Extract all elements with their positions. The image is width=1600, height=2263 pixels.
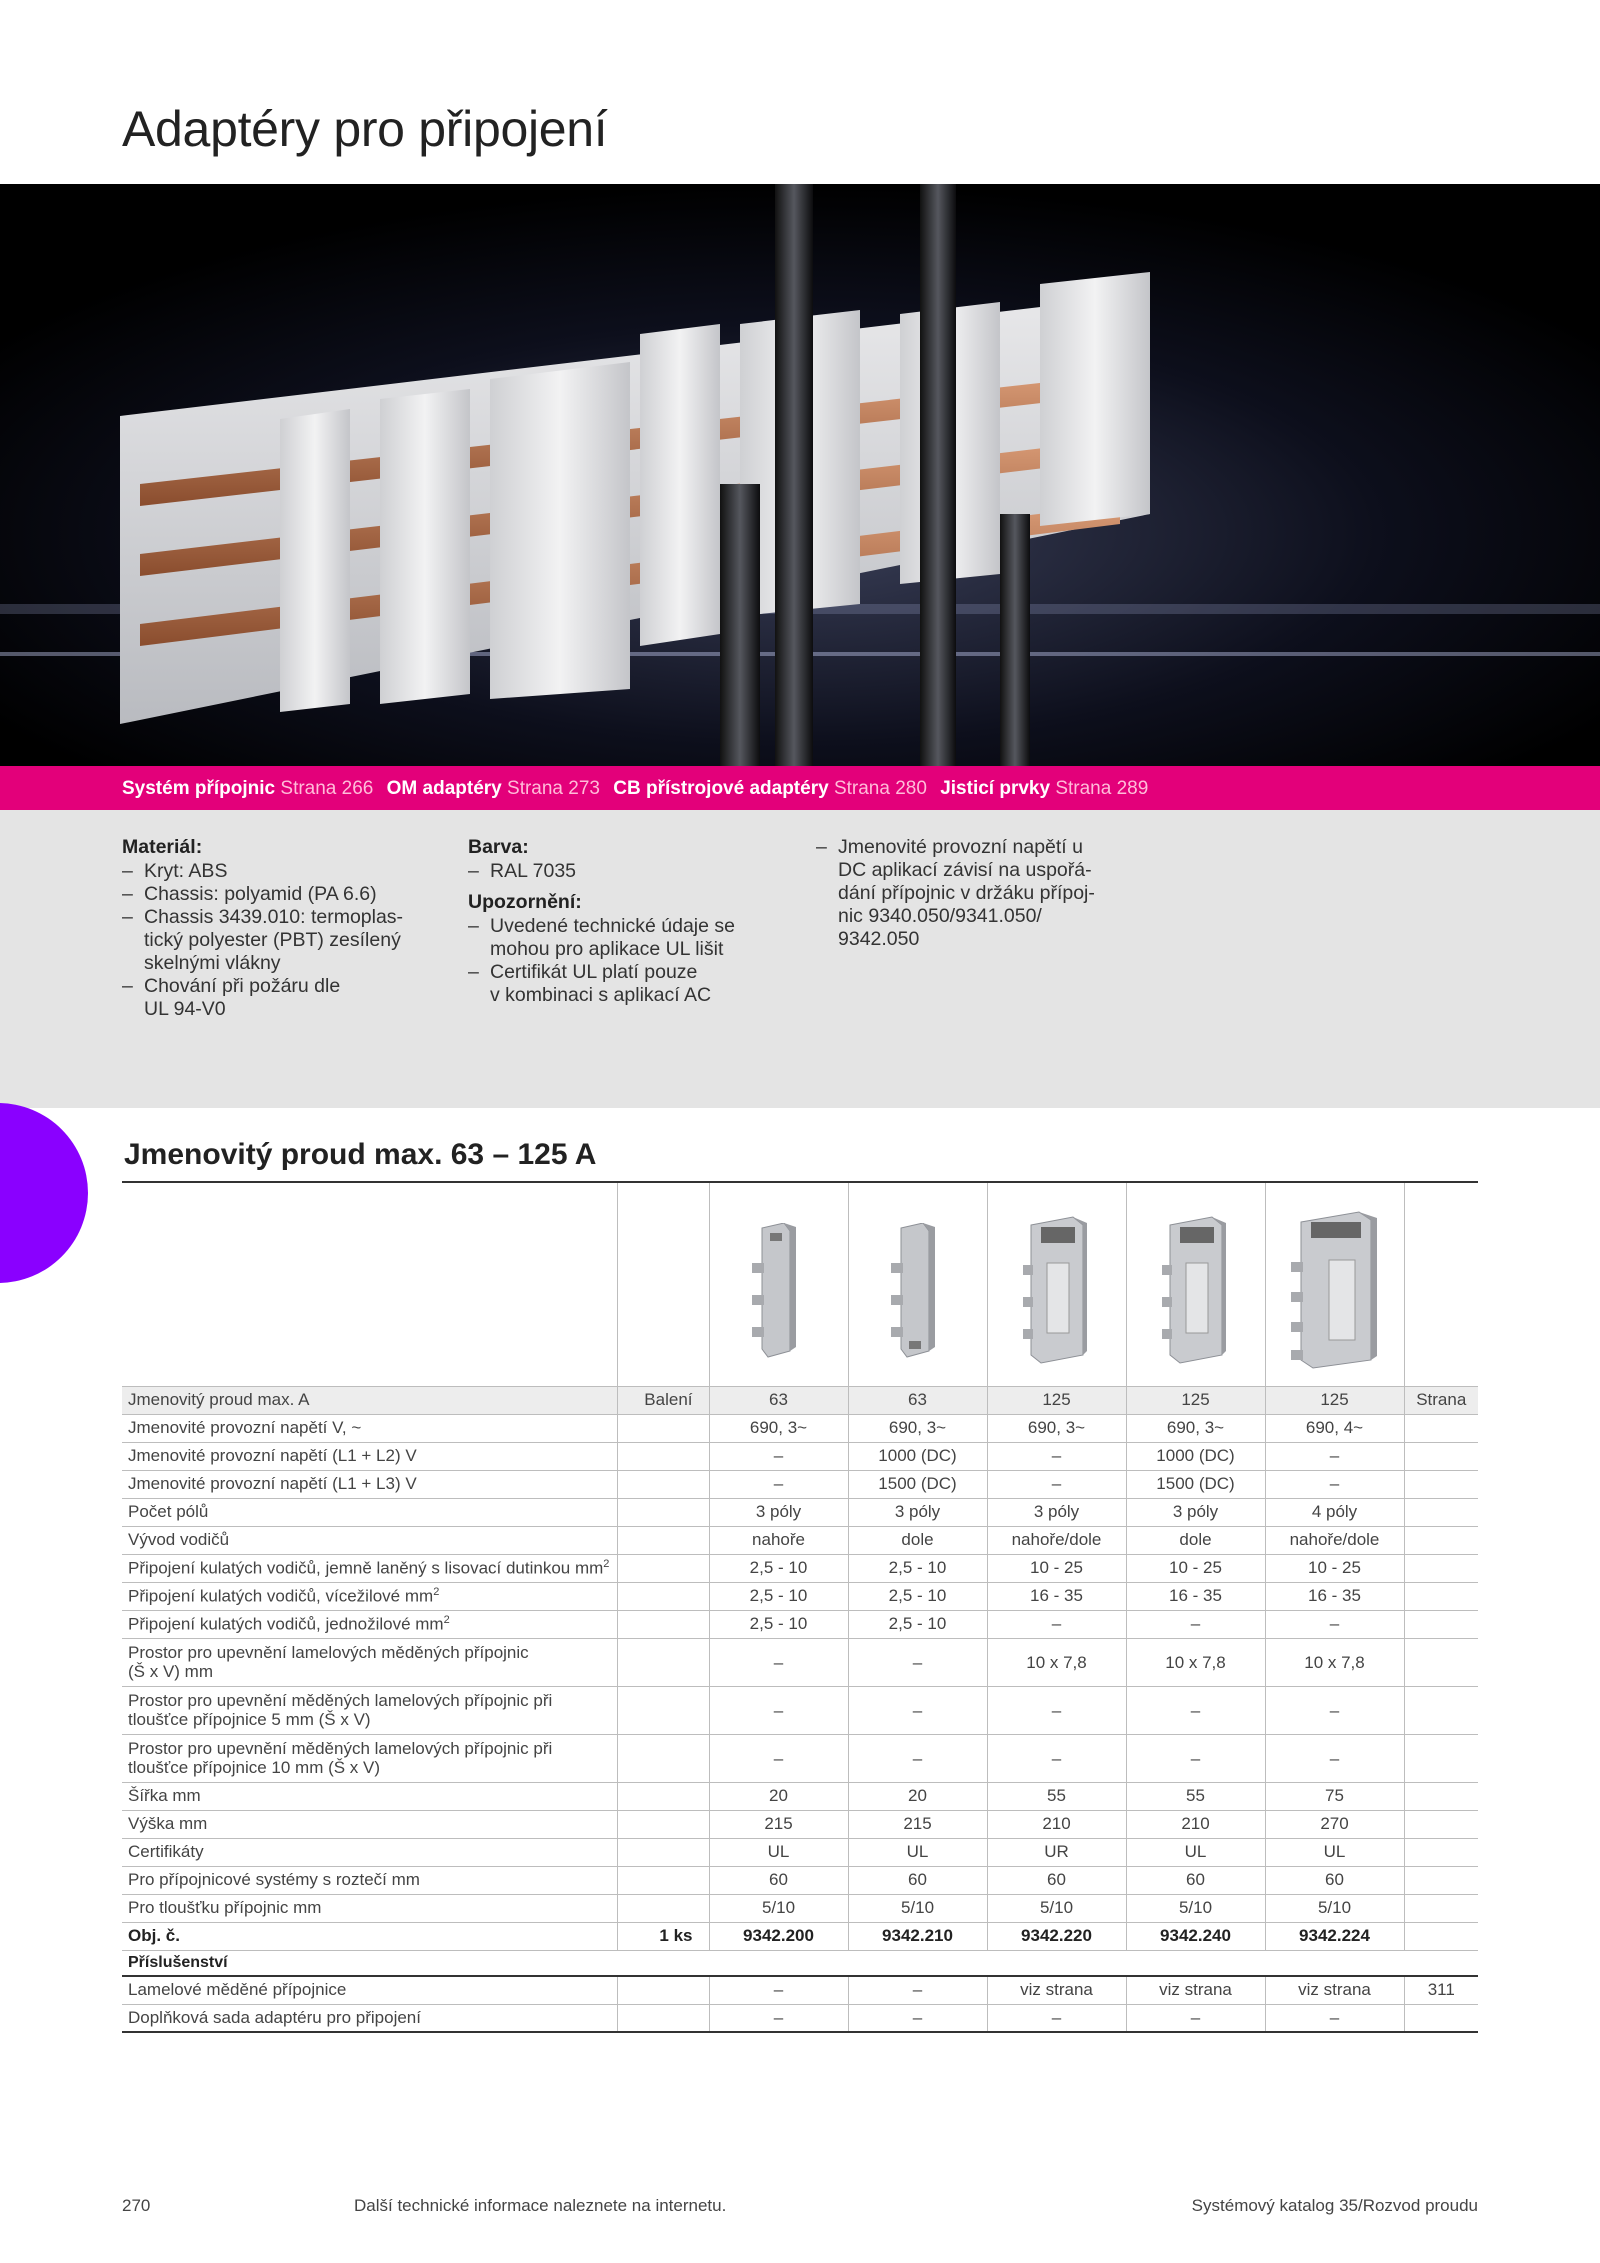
- row-label: Lamelové měděné přípojnice: [122, 1976, 617, 2004]
- pack-cell: [617, 1782, 709, 1810]
- value-cell: 1500 (DC): [848, 1470, 987, 1498]
- row-label: Připojení kulatých vodičů, jednožilové $mm^2$: [122, 1610, 617, 1638]
- value-cell: –: [709, 1470, 848, 1498]
- value-cell: UL: [1126, 1838, 1265, 1866]
- value-cell: –: [1265, 1470, 1404, 1498]
- value-cell: –: [1265, 1442, 1404, 1470]
- pack-cell: [617, 1686, 709, 1734]
- value-cell: –: [709, 1442, 848, 1470]
- product-image-cell: [987, 1183, 1126, 1386]
- value-cell: 63: [709, 1386, 848, 1414]
- value-cell: 10 - 25: [1265, 1554, 1404, 1582]
- page-ref-cell: [1404, 1498, 1478, 1526]
- page-ref-cell: 311: [1404, 1976, 1478, 2004]
- page-ref-cell: [1404, 1922, 1478, 1950]
- adapter-thumbnail: [1156, 1215, 1236, 1365]
- hero-product-photo: [0, 184, 1600, 766]
- value-cell: UL: [1265, 1838, 1404, 1866]
- color-column: [468, 836, 798, 1007]
- value-cell: 5/10: [987, 1894, 1126, 1922]
- table-row: [122, 1498, 1478, 1526]
- material-item: – Chassis: polyamid (PA 6.6): [122, 883, 442, 906]
- value-cell: 20: [848, 1782, 987, 1810]
- value-cell: 9342.220: [987, 1922, 1126, 1950]
- value-cell: 20: [709, 1782, 848, 1810]
- value-cell: –: [1265, 1610, 1404, 1638]
- material-item: – Chování při požáru dle UL 94-V0: [122, 975, 442, 1021]
- value-cell: 60: [1126, 1866, 1265, 1894]
- page-ref-cell: [1404, 2004, 1478, 2032]
- adapter-thumbnail: [744, 1223, 814, 1358]
- info-panel: [0, 810, 1600, 1108]
- accessories-header-row: [122, 1950, 1478, 1976]
- product-image-cell: [709, 1183, 848, 1386]
- value-cell: 16 - 35: [1126, 1582, 1265, 1610]
- value-cell: 10 - 25: [987, 1554, 1126, 1582]
- table-row: [122, 1922, 1478, 1950]
- notice-heading: Upozornění:: [468, 891, 582, 913]
- page-ref-cell: [1404, 1414, 1478, 1442]
- row-label: Pro přípojnicové systémy s roztečí mm: [122, 1866, 617, 1894]
- value-cell: 10 - 25: [1126, 1554, 1265, 1582]
- link-page: Strana 280: [833, 778, 927, 799]
- row-label: Jmenovité provozní napětí V, ~: [122, 1414, 617, 1442]
- value-cell: UL: [709, 1838, 848, 1866]
- row-label: Pro tloušťku přípojnic mm: [122, 1894, 617, 1922]
- row-label: Prostor pro upevnění měděných lamelových přípojnic při tloušťce přípojnice 5 mm (Š x V): [122, 1686, 617, 1734]
- value-cell: –: [1265, 2004, 1404, 2032]
- value-cell: viz strana: [1265, 1976, 1404, 2004]
- row-label: Prostor pro upevnění lamelových měděných přípojnic (Š x V) mm: [122, 1638, 617, 1686]
- pack-cell: [617, 2004, 709, 2032]
- table-row: [122, 1470, 1478, 1498]
- product-image-row: [122, 1183, 1478, 1386]
- pack-cell: [617, 1498, 709, 1526]
- value-cell: 9342.200: [709, 1922, 848, 1950]
- adapter-thumbnail: [883, 1223, 953, 1358]
- value-cell: 2,5 - 10: [709, 1610, 848, 1638]
- value-cell: 5/10: [709, 1894, 848, 1922]
- pack-cell: [617, 1610, 709, 1638]
- value-cell: 16 - 35: [1265, 1582, 1404, 1610]
- related-links-bar: [0, 766, 1600, 810]
- row-label: Doplňková sada adaptéru pro připojení: [122, 2004, 617, 2032]
- notice-item: – Certifikát UL platí pouze v kombinaci s aplikací AC: [468, 961, 798, 1007]
- value-cell: –: [1126, 1686, 1265, 1734]
- row-label: Obj. č.: [122, 1922, 617, 1950]
- link-page: Strana 289: [1055, 778, 1149, 799]
- table-row: [122, 1582, 1478, 1610]
- material-column: [122, 836, 442, 1021]
- link-page: Strana 273: [507, 778, 600, 799]
- row-label: Jmenovité provozní napětí (L1 + L2) V: [122, 1442, 617, 1470]
- value-cell: –: [1126, 1734, 1265, 1782]
- value-cell: dole: [1126, 1526, 1265, 1554]
- page-ref-cell: [1404, 1554, 1478, 1582]
- value-cell: 55: [1126, 1782, 1265, 1810]
- footer-catalog: Systémový katalog 35/Rozvod proudu: [1191, 2196, 1478, 2215]
- value-cell: nahoře: [709, 1526, 848, 1554]
- dc-note-item: – Jmenovité provozní napětí u DC aplikací závisí na uspořá- dání přípojnic v držáku přípoj- nic 9340.050/9341.050/ 9342.050: [816, 836, 1156, 951]
- table-row: [122, 1414, 1478, 1442]
- table-row: [122, 1554, 1478, 1582]
- value-cell: 2,5 - 10: [848, 1554, 987, 1582]
- color-item: – RAL 7035: [468, 860, 798, 883]
- value-cell: 5/10: [1265, 1894, 1404, 1922]
- value-cell: 16 - 35: [987, 1582, 1126, 1610]
- value-cell: –: [709, 1686, 848, 1734]
- table-row: [122, 1894, 1478, 1922]
- row-label: Jmenovitý proud max. A: [122, 1386, 617, 1414]
- value-cell: 60: [1265, 1866, 1404, 1894]
- value-cell: 10 x 7,8: [1126, 1638, 1265, 1686]
- value-cell: 9342.224: [1265, 1922, 1404, 1950]
- pack-cell: [617, 1554, 709, 1582]
- value-cell: 210: [987, 1810, 1126, 1838]
- value-cell: 2,5 - 10: [709, 1554, 848, 1582]
- value-cell: 2,5 - 10: [848, 1610, 987, 1638]
- page-ref-cell: [1404, 1686, 1478, 1734]
- product-image-cell: [1126, 1183, 1265, 1386]
- value-cell: –: [848, 1638, 987, 1686]
- accessories-title: Příslušenství: [122, 1950, 1478, 1976]
- row-label: Počet pólů: [122, 1498, 617, 1526]
- value-cell: 690, 3~: [987, 1414, 1126, 1442]
- value-cell: –: [987, 1686, 1126, 1734]
- dc-note-column: [816, 836, 1156, 951]
- value-cell: 210: [1126, 1810, 1265, 1838]
- value-cell: 60: [987, 1866, 1126, 1894]
- value-cell: –: [848, 1976, 987, 2004]
- pack-cell: [617, 1526, 709, 1554]
- table-row: [122, 1866, 1478, 1894]
- pack-cell: [617, 1976, 709, 2004]
- value-cell: 125: [1265, 1386, 1404, 1414]
- color-heading: Barva:: [468, 836, 529, 858]
- page-number: 270: [122, 2196, 151, 2215]
- value-cell: 60: [848, 1866, 987, 1894]
- product-image-cell: [1265, 1183, 1404, 1386]
- value-cell: nahoře/dole: [1265, 1526, 1404, 1554]
- value-cell: –: [709, 1638, 848, 1686]
- row-label: Certifikáty: [122, 1838, 617, 1866]
- page-title: Adaptéry pro připojení: [122, 101, 608, 157]
- value-cell: 3 póly: [709, 1498, 848, 1526]
- value-cell: UR: [987, 1838, 1126, 1866]
- material-heading: Materiál:: [122, 836, 203, 858]
- page-ref-cell: [1404, 1810, 1478, 1838]
- value-cell: –: [1265, 1734, 1404, 1782]
- pack-cell: [617, 1838, 709, 1866]
- table-row: [122, 1442, 1478, 1470]
- page-ref-cell: [1404, 1638, 1478, 1686]
- value-cell: 9342.210: [848, 1922, 987, 1950]
- value-cell: 125: [987, 1386, 1126, 1414]
- pack-cell: [617, 1894, 709, 1922]
- adapter-thumbnail: [1285, 1210, 1385, 1370]
- value-cell: 3 póly: [848, 1498, 987, 1526]
- row-label: Jmenovité provozní napětí (L1 + L3) V: [122, 1470, 617, 1498]
- value-cell: viz strana: [987, 1976, 1126, 2004]
- value-cell: dole: [848, 1526, 987, 1554]
- pack-cell: [617, 1866, 709, 1894]
- value-cell: 3 póly: [1126, 1498, 1265, 1526]
- value-cell: 5/10: [848, 1894, 987, 1922]
- value-cell: –: [987, 1470, 1126, 1498]
- value-cell: 2,5 - 10: [709, 1582, 848, 1610]
- value-cell: 9342.240: [1126, 1922, 1265, 1950]
- value-cell: –: [987, 1442, 1126, 1470]
- pack-cell: [617, 1442, 709, 1470]
- notice-item: – Uvedené technické údaje se mohou pro aplikace UL lišit: [468, 915, 798, 961]
- material-item: – Kryt: ABS: [122, 860, 442, 883]
- page-ref-cell: [1404, 1526, 1478, 1554]
- value-cell: 690, 4~: [1265, 1414, 1404, 1442]
- link-busbar-system[interactable]: Systém přípojnic: [122, 778, 276, 799]
- value-cell: 63: [848, 1386, 987, 1414]
- value-cell: 1500 (DC): [1126, 1470, 1265, 1498]
- table-row: [122, 1810, 1478, 1838]
- value-cell: 270: [1265, 1810, 1404, 1838]
- link-page: Strana 266: [280, 778, 374, 799]
- link-cb-adapters[interactable]: CB přístrojové adaptéry: [613, 778, 829, 799]
- page-ref-cell: Strana: [1404, 1386, 1478, 1414]
- pack-cell: [617, 1734, 709, 1782]
- row-label: Připojení kulatých vodičů, vícežilové $mm^2$: [122, 1582, 617, 1610]
- value-cell: –: [709, 1734, 848, 1782]
- value-cell: 690, 3~: [709, 1414, 848, 1442]
- value-cell: 4 póly: [1265, 1498, 1404, 1526]
- value-cell: 690, 3~: [848, 1414, 987, 1442]
- value-cell: UL: [848, 1838, 987, 1866]
- value-cell: –: [709, 1976, 848, 2004]
- value-cell: 5/10: [1126, 1894, 1265, 1922]
- table-row: [122, 1686, 1478, 1734]
- pack-cell: [617, 1582, 709, 1610]
- row-label: Vývod vodičů: [122, 1526, 617, 1554]
- footer-note: Další technické informace naleznete na internetu.: [354, 2196, 727, 2215]
- value-cell: 60: [709, 1866, 848, 1894]
- value-cell: 125: [1126, 1386, 1265, 1414]
- value-cell: 3 póly: [987, 1498, 1126, 1526]
- link-om-adapters[interactable]: OM adaptéry: [386, 778, 502, 799]
- value-cell: –: [848, 1734, 987, 1782]
- adapter-thumbnail: [1017, 1215, 1097, 1365]
- pack-cell: [617, 1470, 709, 1498]
- table-row: [122, 1782, 1478, 1810]
- value-cell: 215: [709, 1810, 848, 1838]
- page-ref-cell: [1404, 1866, 1478, 1894]
- accent-circle: [0, 1103, 88, 1283]
- value-cell: –: [848, 2004, 987, 2032]
- pack-cell: Balení: [617, 1386, 709, 1414]
- table-row: [122, 1386, 1478, 1414]
- value-cell: nahoře/dole: [987, 1526, 1126, 1554]
- value-cell: 10 x 7,8: [1265, 1638, 1404, 1686]
- page-ref-cell: [1404, 1470, 1478, 1498]
- value-cell: 1000 (DC): [1126, 1442, 1265, 1470]
- pack-cell: [617, 1414, 709, 1442]
- value-cell: –: [848, 1686, 987, 1734]
- row-label: Výška mm: [122, 1810, 617, 1838]
- value-cell: 215: [848, 1810, 987, 1838]
- pack-cell: 1 ks: [617, 1922, 709, 1950]
- value-cell: –: [987, 1734, 1126, 1782]
- value-cell: –: [987, 1610, 1126, 1638]
- value-cell: –: [709, 2004, 848, 2032]
- page-ref-cell: [1404, 1442, 1478, 1470]
- page-ref-cell: [1404, 1582, 1478, 1610]
- row-label: Šířka mm: [122, 1782, 617, 1810]
- page-ref-cell: [1404, 1734, 1478, 1782]
- table-row: [122, 1610, 1478, 1638]
- page-ref-cell: [1404, 1838, 1478, 1866]
- link-protection-elements[interactable]: Jisticí prvky: [940, 778, 1051, 799]
- page-ref-cell: [1404, 1610, 1478, 1638]
- value-cell: 10 x 7,8: [987, 1638, 1126, 1686]
- value-cell: –: [987, 2004, 1126, 2032]
- value-cell: 1000 (DC): [848, 1442, 987, 1470]
- table-row: [122, 1838, 1478, 1866]
- table-row: [122, 2004, 1478, 2032]
- page-ref-cell: [1404, 1894, 1478, 1922]
- value-cell: 75: [1265, 1782, 1404, 1810]
- value-cell: –: [1126, 1610, 1265, 1638]
- table-row: [122, 1734, 1478, 1782]
- table-row: [122, 1976, 1478, 2004]
- value-cell: viz strana: [1126, 1976, 1265, 2004]
- row-label: Prostor pro upevnění měděných lamelových přípojnic při tloušťce přípojnice 10 mm (Š x V): [122, 1734, 617, 1782]
- value-cell: 2,5 - 10: [848, 1582, 987, 1610]
- row-label: Připojení kulatých vodičů, jemně laněný s lisovací dutinkou $mm^2$: [122, 1554, 617, 1582]
- pack-cell: [617, 1638, 709, 1686]
- section-title: Jmenovitý proud max. 63 – 125 A: [124, 1138, 597, 1171]
- table-row: [122, 1638, 1478, 1686]
- page-ref-cell: [1404, 1782, 1478, 1810]
- product-image-cell: [848, 1183, 987, 1386]
- table-row: [122, 1526, 1478, 1554]
- value-cell: –: [1265, 1686, 1404, 1734]
- value-cell: 690, 3~: [1126, 1414, 1265, 1442]
- value-cell: 55: [987, 1782, 1126, 1810]
- spec-table: [122, 1183, 1478, 2033]
- material-item: – Chassis 3439.010: termoplas- tický polyester (PBT) zesílený skelnými vlákny: [122, 906, 442, 975]
- pack-cell: [617, 1810, 709, 1838]
- value-cell: –: [1126, 2004, 1265, 2032]
